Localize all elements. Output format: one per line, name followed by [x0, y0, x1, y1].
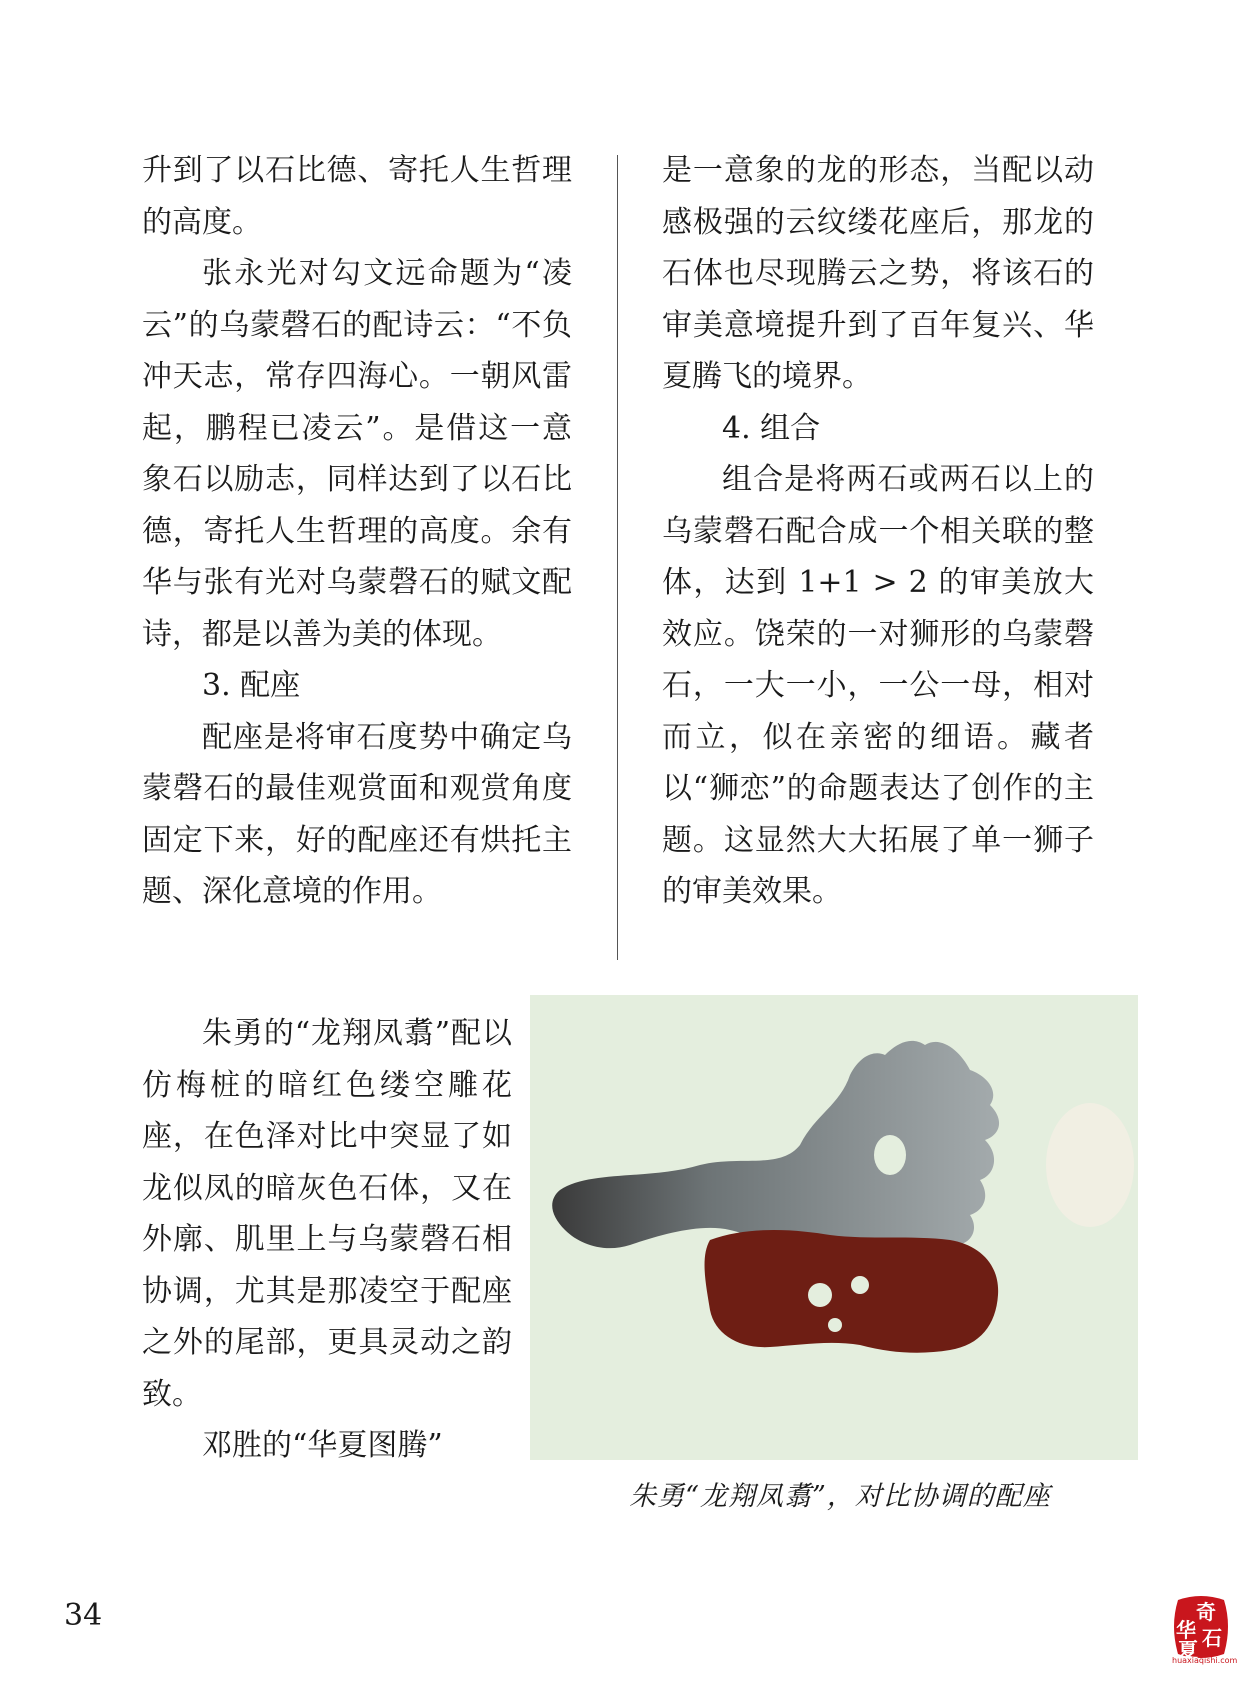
section-heading: 4. 组合 — [722, 410, 821, 446]
base-hole — [808, 1283, 832, 1307]
paragraph: 配座是将审石度势中确定乌蒙磬石的最佳观赏面和观赏角度固定下来，好的配座还有烘托主题、深化意境的作用。 — [142, 719, 572, 909]
page-number: 34 — [64, 1598, 103, 1633]
watermark-url: huaxiaqishi.com — [1172, 1656, 1238, 1665]
light-spot — [1046, 1103, 1134, 1227]
carved-base — [705, 1230, 999, 1353]
right-column-text — [662, 145, 1094, 918]
watermark-char: 石 — [1202, 1626, 1222, 1650]
paragraph: 邓胜的“华夏图腾” — [202, 1428, 443, 1463]
base-hole — [828, 1318, 842, 1332]
photo-caption: 朱勇“龙翔凤翥”，对比协调的配座 — [629, 1481, 1051, 1512]
paragraph: 是一意象的龙的形态，当配以动感极强的云纹缕花座后，那龙的石体也尽现腾云之势，将该石的审美意境提升到了百年复兴、华夏腾飞的境界。 — [662, 153, 1094, 394]
left-column-lower-text — [142, 1008, 512, 1472]
watermark-char: 华 — [1176, 1618, 1196, 1642]
watermark-char: 夏 — [1178, 1638, 1198, 1662]
base-hole — [851, 1276, 869, 1294]
left-column-text — [142, 145, 572, 918]
paragraph: 升到了以石比德、寄托人生哲理的高度。 — [142, 153, 572, 240]
watermark-char: 奇 — [1196, 1600, 1216, 1624]
paragraph: 张永光对勾文远命题为“凌云”的乌蒙磬石的配诗云：“不负冲天志，常存四海心。一朝风雷起，鹏程已凌云”。是借这一意象石以励志，同样达到了以石比德，寄托人生哲理的高度。余有华与张有光对乌蒙磬石的赋文配诗，都是以善为美的体现。 — [142, 256, 572, 652]
paragraph: 朱勇的“龙翔凤翥”配以仿梅桩的暗红色缕空雕花座，在色泽对比中突显了如龙似凤的暗灰色石体，又在外廓、肌里上与乌蒙磬石相协调，尤其是那凌空于配座之外的尾部，更具灵动之韵致。 — [142, 1016, 512, 1412]
section-heading: 3. 配座 — [202, 668, 301, 703]
watermark-logo — [1170, 1592, 1238, 1670]
stone-photo — [530, 995, 1138, 1460]
paragraph: 组合是将两石或两石以上的乌蒙磬石配合成一个相关联的整体，达到 1+1 > 2 的审美放大效应。饶荣的一对狮形的乌蒙磬石，一大一小，一公一母，相对而立，似在亲密的细语。藏者以“狮恋”的命题表达了创作的主题。这显然大大拓展了单一狮子的审美效果。 — [662, 462, 1094, 909]
stone-illustration — [530, 995, 1138, 1460]
column-divider — [617, 155, 618, 960]
stone-hole — [874, 1135, 906, 1175]
